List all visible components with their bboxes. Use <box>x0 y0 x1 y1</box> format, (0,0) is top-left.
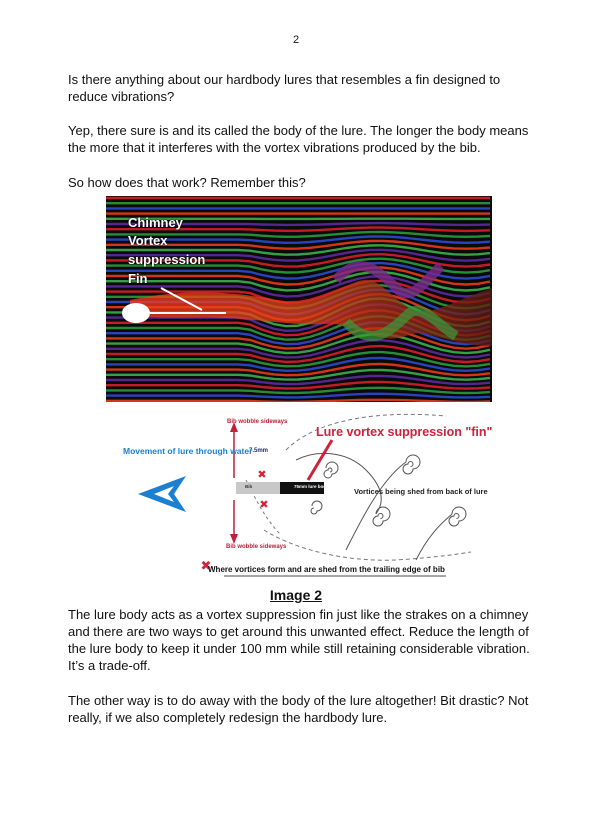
flow-label-chimney: Chimney <box>128 215 183 230</box>
paragraph-question: Is there anything about our hardbody lures that resembles a fin designed to reduce vibrations? <box>68 72 501 104</box>
vortex-marker: ✖ <box>259 499 269 511</box>
flow-label-suppression: suppression <box>128 252 206 267</box>
paragraph-other-way: The other way is to do away with the body of the lure altogether! Bit drastic? Not really, if we also completely redesign the hardbody lure. <box>68 693 529 725</box>
lure-body-text: 75mm lure body <box>294 484 329 489</box>
legend-marker: ✖ <box>200 558 212 573</box>
flow-label-vortex: Vortex <box>128 233 168 248</box>
flow-label-fin: Fin <box>128 271 148 286</box>
bib-text: Bib <box>245 484 253 489</box>
bib-wobble-top-label: Bib wobble sideways <box>227 419 288 425</box>
measurement-label: 7.5mm <box>249 448 269 454</box>
image-caption: Image 2 <box>269 587 323 603</box>
paragraph-lure-body: The lure body acts as a vortex suppression fin just like the strakes on a chimney and there are two ways to get around this unwanted effect. Reduce the length of the lure body to keep it under 100 mm while still retaining considerable vibration. It’s a trade-off. <box>68 607 530 673</box>
movement-label: Movement of lure through water <box>123 446 253 456</box>
paragraph-remember: So how does that work? Remember this? <box>68 175 306 190</box>
fin-label: Lure vortex suppression "fin" <box>316 425 493 439</box>
vortex-marker: ✖ <box>257 469 267 481</box>
paragraph-answer: Yep, there sure is and its called the body of the lure. The longer the body means the more that it interferes with the vortex vibrations produced by the bib. <box>68 123 529 155</box>
bib-wobble-bottom-label: Bib wobble sideways <box>226 544 287 550</box>
bib-shape <box>236 482 280 494</box>
page-number: 2 <box>292 34 300 46</box>
vortex-form-label: Where vortices form and are shed from the trailing edge of bib <box>208 565 445 574</box>
vortices-label: Vortices being shed from back of lure <box>354 487 488 496</box>
